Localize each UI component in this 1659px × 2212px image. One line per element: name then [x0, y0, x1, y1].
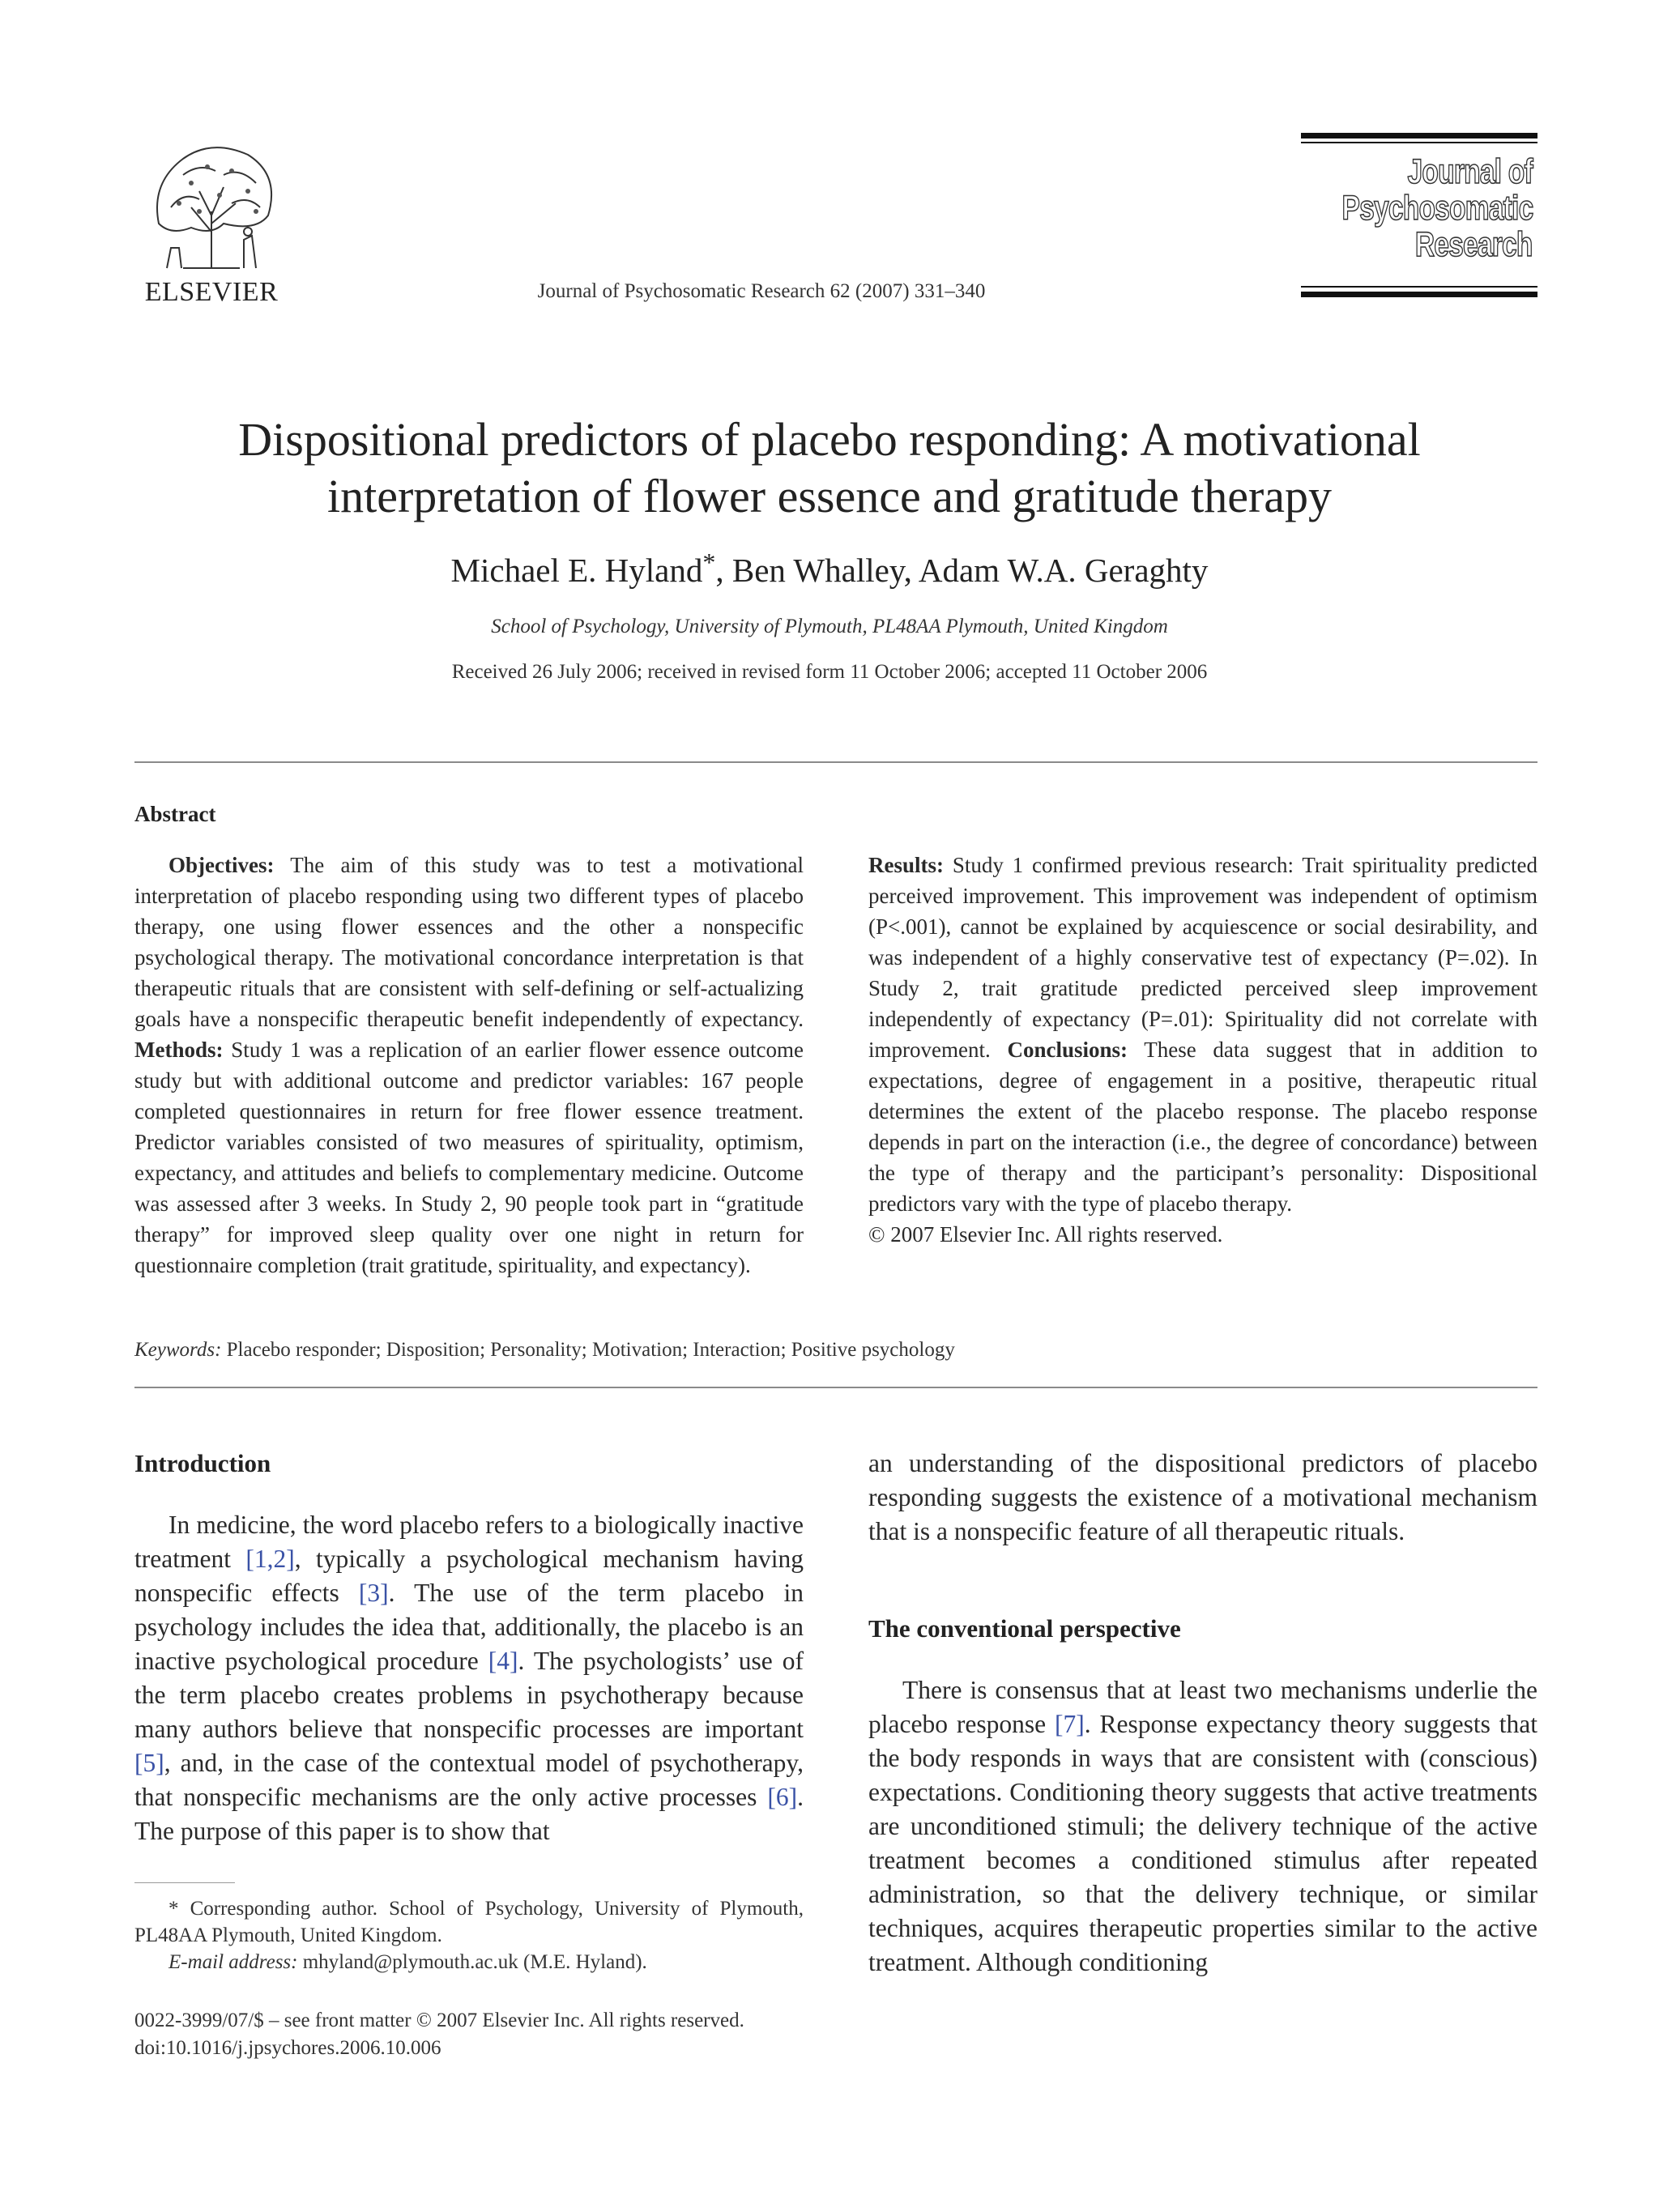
conclusions-label: Conclusions: [1007, 1038, 1128, 1062]
journal-logo-line: Journal of [1407, 152, 1533, 191]
body-text: . The use of the term placebo in psychology includes the idea that, additionally, the placebo is an inactive psychological procedure [134, 1579, 804, 1675]
objectives-text: The aim of this study was to test a motivational interpretation of placebo responding using two different types of placebo therapy, one using flower essences and the other a nonspecific psychological therapy. The motivational concordance interpretation is that therapeutic rituals that are consistent with self-defining or self-actualizing goals have a nonspecific therapeutic benefit independently of expectancy. [134, 853, 804, 1031]
elsevier-logo [134, 134, 288, 305]
co-authors: , Ben Whalley, Adam W.A. Geraghty [715, 552, 1209, 589]
body-paragraph [134, 1508, 804, 1848]
abstract-column-left [134, 850, 804, 1281]
divider [134, 1387, 1537, 1388]
author-list [130, 548, 1529, 590]
email-address[interactable]: mhyland@plymouth.ac.uk (M.E. Hyland). [297, 1951, 647, 1973]
footnote [134, 1895, 804, 1975]
title-line: Dispositional predictors of placebo responding: A motivational [238, 413, 1421, 466]
keywords-label: Keywords: [134, 1339, 222, 1361]
methods-label: Methods: [134, 1038, 224, 1062]
affiliation: School of Psychology, University of Plymouth, PL48AA Plymouth, United Kingdom [491, 616, 1168, 637]
keywords-list: Placebo responder; Disposition; Personality; Motivation; Interaction; Positive psychology [221, 1339, 955, 1361]
body-text: In medicine, the word placebo refers to a biologically inactive treatment [134, 1511, 804, 1573]
copyright: © 2007 Elsevier Inc. All rights reserved. [868, 1222, 1223, 1247]
body-paragraph: an understanding of the dispositional predictors of placebo responding suggests the existence of a motivational mechanism that is a nonspecific feature of all therapeutic rituals. [868, 1449, 1537, 1545]
body-text: , typically a psychological mechanism having nonspecific effects [134, 1545, 804, 1607]
section-heading-conventional: The conventional perspective [868, 1614, 1181, 1643]
conclusions-text: These data suggest that in addition to expectations, degree of engagement in a positive, therapeutic ritual determines the extent of the placebo response. The placebo response depends in part on the interaction (i.e., the degree of concordance) between the type of therapy and the participant’s personality: Dispositional predictors vary with the type of placebo therapy. [868, 1038, 1537, 1216]
tree-icon [134, 134, 288, 272]
citation-link[interactable]: [4] [488, 1647, 518, 1675]
section-heading-introduction: Introduction [134, 1449, 271, 1477]
front-matter [134, 2007, 831, 2062]
body-text: . Response expectancy theory suggests that the body responds in ways that are consistent with (conscious) expectations. Conditioning theory suggests that active treatments are unconditioned stimuli; the delivery technique of the active treatment becomes a conditioned stimulus after repeated administration, so that the delivery technique, or similar techniques, acquires therapeutic properties similar to the active treatment. Although conditioning [868, 1710, 1537, 1976]
abstract-heading: Abstract [134, 802, 216, 826]
corresponding-author-mark: * [702, 548, 716, 577]
logo-rule [1301, 142, 1537, 143]
objectives-label: Objectives: [168, 853, 275, 877]
methods-text: Study 1 was a replication of an earlier flower essence outcome study but with additional outcome and predictor variables: 167 people completed questionnaires in return for free flower essence treatment. Predictor variables consisted of two measures of spirituality, optimism, expectancy, and attitudes and beliefs to complementary medicine. Outcome was assessed after 3 weeks. In Study 2, 90 people took part in “gratitude therapy” for improved sleep quality over one night in return for questionnaire completion (trait gratitude, spirituality, and expectancy). [134, 1038, 804, 1277]
history-dates: Received 26 July 2006; received in revised form 11 October 2006; accepted 11 October 2006 [451, 661, 1208, 683]
journal-logo [1301, 133, 1537, 303]
citation-link[interactable]: [6] [767, 1783, 798, 1811]
logo-rule [1301, 292, 1537, 297]
citation-link[interactable]: [1,2] [245, 1545, 295, 1573]
body-text: There is consensus that at least two mechanisms underlie the placebo response [868, 1676, 1537, 1738]
article-title [130, 411, 1529, 525]
footnote-rule [134, 1882, 235, 1883]
body-text: . The purpose of this paper is to show that [134, 1783, 804, 1845]
footnote-mark: * [168, 1898, 179, 1920]
body-text: , and, in the case of the contextual model of psychotherapy, that nonspecific mechanisms are the only active processes [134, 1749, 804, 1811]
abstract-paragraph [134, 850, 804, 1281]
journal-logo-line: Research [1415, 225, 1533, 264]
issn-line: 0022-3999/07/$ – see front matter © 2007 Elsevier Inc. All rights reserved. [134, 2010, 744, 2031]
footnote-text: Corresponding author. School of Psychology, University of Plymouth, PL48AA Plymouth, United Kingdom. [134, 1898, 804, 1946]
abstract-paragraph-continued [868, 850, 1537, 1219]
introduction-paragraph [134, 1508, 804, 1848]
footnote-author [134, 1895, 804, 1949]
body-text: . The psychologists’ use of the term placebo creates problems in psychotherapy because many authors believe that nonspecific processes are important [134, 1647, 804, 1743]
logo-rule [1301, 286, 1537, 288]
divider [134, 761, 1537, 763]
results-label: Results: [868, 853, 944, 877]
journal-citation: Journal of Psychosomatic Research 62 (2007) 331–340 [537, 280, 986, 302]
footnote-email [134, 1949, 804, 1975]
conventional-paragraph [868, 1673, 1537, 1980]
title-line: interpretation of flower essence and gratitude therapy [326, 470, 1333, 522]
body-paragraph [868, 1673, 1537, 1980]
publisher-name: ELSEVIER [144, 277, 279, 307]
abstract-column-right [868, 850, 1537, 1250]
author-name: Michael E. Hyland [450, 552, 703, 589]
citation-link[interactable]: [7] [1054, 1710, 1085, 1738]
citation-link[interactable]: [3] [358, 1579, 389, 1607]
journal-logo-line: Psychosomatic [1341, 189, 1533, 228]
logo-rule [1301, 133, 1537, 139]
results-text: Study 1 confirmed previous research: Trait spirituality predicted perceived improvement. This improvement was independent of optimism (P<.001), cannot be explained by acquiescence or social desirability, and was independent of a highly conservative test of expectancy (P=.02). In Study 2, trait gratitude predicted perceived sleep improvement independently of expectancy (P=.01): Spirituality did not correlate with improvement. [868, 853, 1537, 1062]
introduction-continuation [868, 1447, 1537, 1549]
citation-link[interactable]: [5] [134, 1749, 164, 1777]
email-label: E-mail address: [168, 1951, 298, 1973]
keywords [134, 1339, 955, 1362]
doi-line[interactable]: doi:10.1016/j.jpsychores.2006.10.006 [134, 2037, 441, 2059]
